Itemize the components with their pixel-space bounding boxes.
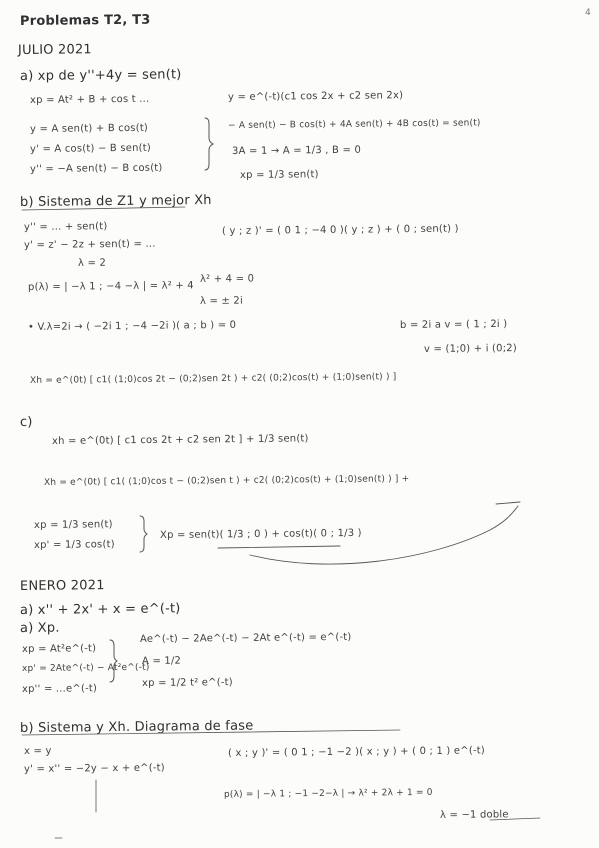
problem-c-heading: c) [19, 414, 33, 430]
problem-b-right-1: ( y ; z )' = ( 0 1 ; −4 0 )( y ; z ) + ( 0 ; sen(t) ) [221, 223, 459, 237]
problem-e-b-line-5: λ = −1 doble [439, 809, 509, 821]
problem-b-line-2: y' = z' − 2z + sen(t) = ... [23, 238, 156, 251]
problem-b-line-6: • V.λ=2i → ( −2i 1 ; −4 −2i )( a ; b ) = 0 [27, 319, 237, 333]
problem-e-b-line-1: x = y [23, 745, 52, 757]
section-label-enero: ENERO 2021 [19, 578, 105, 594]
problem-c-line-2: Xh = e^(0t) [ c1( (1;0)cos t − (0;2)sen t ) + c2( (0;2)cos(t) + (1;0)sen(t) ) ] + [43, 474, 410, 488]
brace-stroke-a [205, 118, 213, 170]
problem-b-right-4: v = (1;0) + i (0;2) [423, 343, 518, 355]
problem-b-right-3: b = 2i a v = ( 1 ; 2i ) [399, 318, 508, 331]
problem-c-line-4: xp' = 1/3 cos(t) [33, 539, 115, 551]
problem-e-b-heading: b) Sistema y Xh. Diagrama de fase [19, 718, 254, 736]
problem-b-line-1: y'' = ... + sen(t) [23, 221, 108, 233]
section-label-julio: JULIO 2021 [17, 42, 92, 58]
problem-a-heading: a) xp de y''+4y = sen(t) [19, 67, 182, 84]
problem-e-a-heading: a) x'' + 2x' + x = e^(-t) [19, 601, 181, 618]
problem-b-line-3: λ = 2 [77, 257, 107, 269]
problem-a-right-2: − A sen(t) − B cos(t) + 4A sen(t) + 4B cos(t) = sen(t) [227, 118, 481, 131]
problem-a-right-1: y = e^(-t)(c1 cos 2x + c2 sen 2x) [227, 90, 404, 103]
problem-b-line-5: λ = ± 2i [199, 295, 244, 307]
problem-e-a-line-2: xp = At²e^(-t) [21, 643, 97, 655]
problem-e-a-line-1: a) Xp. [19, 620, 60, 636]
problem-c-line-5: Xp = sen(t)( 1/3 ; 0 ) + cos(t)( 0 ; 1/3 ) [159, 527, 362, 541]
brace-stroke-c [140, 516, 147, 552]
problem-b-right-2: λ² + 4 = 0 [199, 273, 255, 285]
page-number: 4 [585, 8, 591, 18]
problem-e-a-line-7: xp = 1/2 t² e^(-t) [141, 677, 233, 689]
page-title: Problemas T2, T3 [19, 12, 151, 29]
problem-a-right-3: 3A = 1 → A = 1/3 , B = 0 [231, 144, 362, 157]
problem-e-b-line-2: y' = x'' = −2y − x + e^(-t) [23, 762, 165, 775]
problem-c-line-3: xp = 1/3 sen(t) [33, 519, 113, 531]
problem-e-a-line-4: xp'' = ...e^(-t) [21, 683, 98, 695]
problem-e-b-line-4: p(λ) = | −λ 1 ; −1 −2−λ | → λ² + 2λ + 1 = 0 [223, 787, 433, 800]
problem-e-b-line-3: ( x ; y )' = ( 0 1 ; −1 −2 )( x ; y ) + ( 0 ; 1 ) e^(-t) [227, 745, 486, 759]
problem-e-a-line-6: A = 1/2 [141, 655, 182, 667]
problem-a-line-2: y = A sen(t) + B cos(t) [29, 122, 149, 135]
problem-b-line-4: p(λ) = | −λ 1 ; −4 −λ | = λ² + 4 [27, 280, 194, 293]
problem-b-line-7: Xh = e^(0t) [ c1( (1;0)cos 2t − (0;2)sen 2t ) + c2( (0;2)cos(t) + (1;0)sen(t) ) ] [29, 372, 397, 386]
problem-a-right-4: xp = 1/3 sen(t) [239, 169, 319, 181]
problem-a-line-3: y' = A cos(t) − B sen(t) [29, 142, 152, 155]
problem-b-heading: b) Sistema de Z1 y mejor Xh [19, 192, 212, 210]
problem-e-a-line-3: xp' = 2Ate^(-t) − At²e^(-t) [21, 662, 150, 674]
problem-a-line-1: xp = At² + B + cos t ... [29, 93, 150, 106]
problem-c-line-1: xh = e^(0t) [ c1 cos 2t + c2 sen 2t ] + 1/3 sen(t) [51, 433, 309, 447]
problem-a-line-4: y'' = −A sen(t) − B cos(t) [29, 162, 163, 175]
problem-e-a-line-5: Ae^(-t) − 2Ae^(-t) − 2At e^(-t) = e^(-t) [139, 631, 352, 645]
brace-stroke-e-a [110, 640, 117, 682]
